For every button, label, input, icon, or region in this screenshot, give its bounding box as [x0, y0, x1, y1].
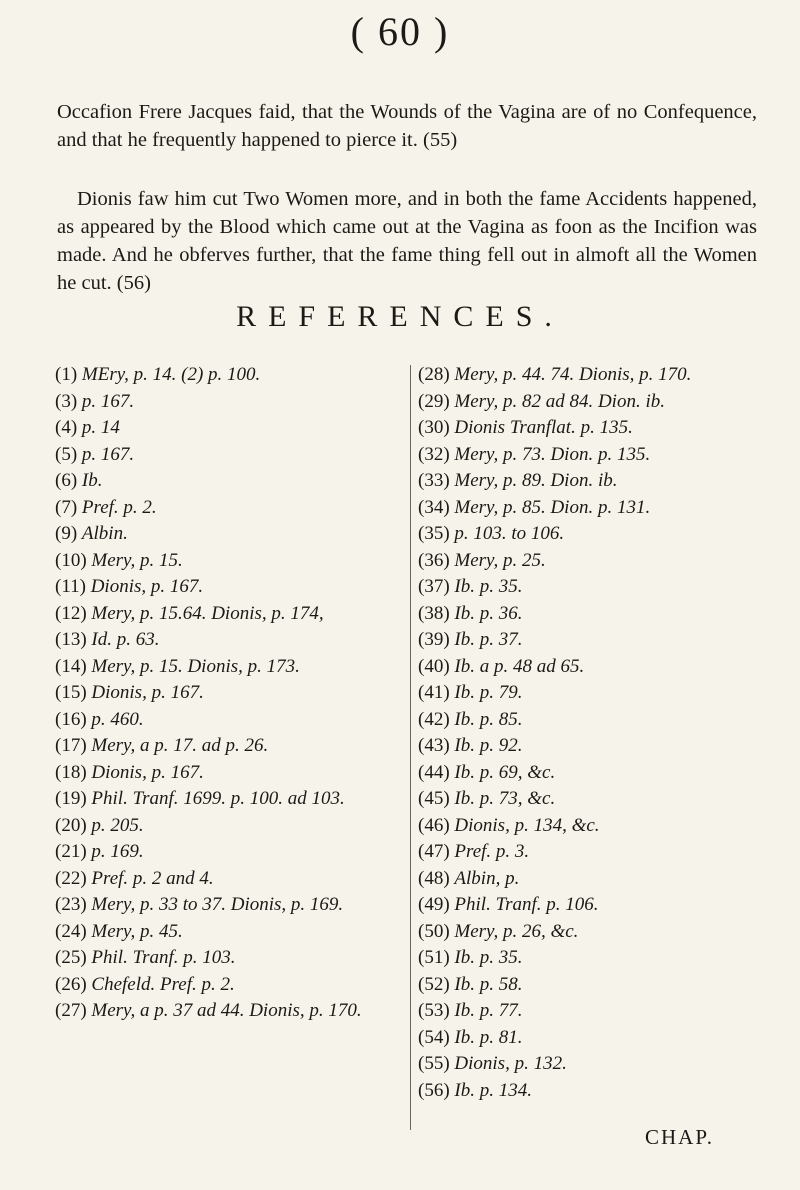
- reference-item: [418, 389, 770, 416]
- reference-text: Ib. p. 77.: [454, 1000, 523, 1021]
- reference-number: (46): [418, 814, 455, 836]
- paragraph-2: Dionis faw him cut Two Women more, and in both the fame Accidents happened, as appeared by the Blood which came out at the Vagina as foon as the Incifion was made. And he obferves further, that the fame thing fell out in almoft all the Women he cut. (56): [57, 188, 757, 294]
- reference-number: (5): [55, 443, 82, 465]
- reference-number: (56): [418, 1079, 455, 1101]
- reference-number: (16): [55, 708, 92, 730]
- reference-item: [418, 1078, 770, 1105]
- reference-text: Mery, a p. 17. ad p. 26.: [91, 735, 269, 756]
- reference-item: [418, 1025, 770, 1052]
- reference-number: (28): [418, 364, 455, 385]
- reference-number: (7): [55, 496, 82, 518]
- reference-item: [55, 866, 407, 893]
- reference-number: (19): [55, 788, 92, 809]
- reference-item: [418, 521, 770, 548]
- reference-number: (43): [418, 735, 455, 756]
- reference-text: Ib. p. 37.: [454, 629, 523, 650]
- reference-text: Phil. Tranf. 1699. p. 100. ad 103.: [91, 788, 345, 809]
- reference-text: p. 103. to 106.: [454, 523, 565, 544]
- reference-item: [55, 919, 407, 946]
- reference-text: Phil. Tranf. p. 103.: [91, 947, 236, 968]
- paragraph-1: Occafion Frere Jacques faid, that the Wounds of the Vagina are of no Confequence, and that he frequently happened to pierce it. (55): [57, 101, 757, 151]
- reference-item: [55, 733, 407, 760]
- reference-item: [55, 945, 407, 972]
- reference-number: (6): [55, 470, 82, 491]
- reference-item: [418, 627, 770, 654]
- reference-number: (34): [418, 496, 455, 518]
- reference-number: (32): [418, 443, 455, 465]
- reference-item: [418, 495, 770, 522]
- reference-number: (40): [418, 655, 455, 677]
- reference-text: Dionis, p. 132.: [454, 1053, 567, 1074]
- reference-text: Ib. p. 58.: [454, 973, 523, 995]
- reference-text: Dionis, p. 167.: [91, 761, 204, 783]
- reference-item: [418, 760, 770, 787]
- reference-text: Ib. p. 134.: [454, 1079, 532, 1101]
- reference-item: [418, 892, 770, 919]
- reference-item: [55, 972, 407, 999]
- reference-text: Pref. p. 2.: [81, 496, 157, 518]
- reference-number: (10): [55, 549, 92, 571]
- reference-text: Mery, p. 85. Dion. p. 131.: [454, 496, 651, 518]
- reference-number: (11): [55, 576, 91, 597]
- reference-number: (35): [418, 523, 455, 544]
- reference-item: [55, 707, 407, 734]
- reference-item: [55, 468, 407, 495]
- reference-item: [418, 574, 770, 601]
- reference-number: (53): [418, 1000, 455, 1021]
- reference-text: Mery, p. 15.: [91, 549, 183, 571]
- reference-number: (18): [55, 761, 92, 783]
- reference-text: Mery, p. 73. Dion. p. 135.: [454, 443, 651, 465]
- reference-item: [55, 760, 407, 787]
- reference-number: (1): [55, 364, 82, 385]
- reference-text: Chefeld. Pref. p. 2.: [91, 973, 235, 995]
- reference-number: (13): [55, 629, 92, 650]
- reference-number: (15): [55, 682, 92, 703]
- reference-text: Ib. p. 79.: [454, 682, 523, 703]
- reference-text: Mery, p. 45.: [91, 920, 183, 942]
- reference-item: [55, 892, 407, 919]
- reference-number: (20): [55, 814, 92, 836]
- reference-text: Mery, p. 33 to 37. Dionis, p. 169.: [91, 894, 344, 915]
- references-heading: REFERENCES.: [236, 300, 564, 333]
- reference-text: Mery, p. 26, &c.: [454, 920, 579, 942]
- reference-item: [55, 495, 407, 522]
- reference-text: Mery, p. 89. Dion. ib.: [454, 470, 618, 491]
- reference-number: (21): [55, 841, 92, 862]
- reference-item: [55, 574, 407, 601]
- reference-item: [55, 362, 407, 389]
- reference-number: (47): [418, 841, 455, 862]
- reference-text: Pref. p. 3.: [454, 841, 530, 862]
- reference-number: (39): [418, 629, 455, 650]
- reference-text: Ib. p. 73, &c.: [454, 788, 556, 809]
- reference-text: Ib. p. 35.: [454, 576, 523, 597]
- reference-item: [418, 601, 770, 628]
- reference-number: (51): [418, 947, 455, 968]
- reference-item: [418, 468, 770, 495]
- reference-number: (22): [55, 867, 92, 889]
- reference-text: Ib. a p. 48 ad 65.: [454, 655, 585, 677]
- reference-text: Ib. p. 85.: [454, 708, 523, 730]
- reference-number: (17): [55, 735, 92, 756]
- reference-text: Ib. p. 81.: [454, 1026, 523, 1048]
- reference-item: [55, 389, 407, 416]
- reference-text: Dionis, p. 167.: [91, 682, 204, 703]
- reference-text: Pref. p. 2 and 4.: [91, 867, 214, 889]
- reference-item: [418, 972, 770, 999]
- reference-number: (55): [418, 1053, 455, 1074]
- reference-text: Mery, p. 15. Dionis, p. 173.: [91, 655, 300, 677]
- reference-item: [418, 733, 770, 760]
- reference-item: [418, 998, 770, 1025]
- reference-item: [418, 1051, 770, 1078]
- reference-item: [418, 654, 770, 681]
- reference-text: Phil. Tranf. p. 106.: [454, 894, 599, 915]
- reference-text: Mery, a p. 37 ad 44. Dionis, p. 170.: [91, 1000, 362, 1021]
- reference-number: (27): [55, 1000, 92, 1021]
- reference-item: [55, 601, 407, 628]
- reference-text: Ib. p. 69, &c.: [454, 761, 556, 783]
- catchword: CHAP.: [645, 1125, 714, 1149]
- reference-item: [418, 813, 770, 840]
- reference-item: [418, 680, 770, 707]
- reference-item: [55, 415, 407, 442]
- reference-item: [55, 813, 407, 840]
- reference-number: (29): [418, 390, 455, 412]
- reference-item: [418, 415, 770, 442]
- reference-item: [418, 786, 770, 813]
- reference-text: Dionis, p. 167.: [90, 576, 204, 597]
- reference-item: [55, 998, 407, 1025]
- reference-text: Mery, p. 44. 74. Dionis, p. 170.: [454, 364, 692, 385]
- reference-item: [55, 442, 407, 469]
- reference-number: (33): [418, 470, 455, 491]
- reference-item: [418, 548, 770, 575]
- reference-number: (41): [418, 682, 455, 703]
- reference-number: (26): [55, 973, 92, 995]
- reference-text: Ib. p. 35.: [454, 947, 523, 968]
- reference-item: [418, 839, 770, 866]
- reference-number: (12): [55, 602, 92, 624]
- references-left-column: [55, 362, 407, 1025]
- reference-number: (52): [418, 973, 455, 995]
- reference-text: p. 169.: [91, 841, 144, 862]
- reference-number: (30): [418, 417, 455, 438]
- reference-number: (38): [418, 602, 455, 624]
- reference-text: Dionis Tranflat. p. 135.: [454, 417, 633, 438]
- reference-number: (42): [418, 708, 455, 730]
- reference-item: [55, 839, 407, 866]
- reference-text: p. 205.: [91, 814, 144, 836]
- reference-text: Dionis, p. 134, &c.: [454, 814, 600, 836]
- reference-number: (9): [55, 523, 82, 544]
- reference-number: (54): [418, 1026, 455, 1048]
- reference-item: [55, 548, 407, 575]
- reference-number: (36): [418, 549, 455, 571]
- page-number: ( 60 ): [350, 9, 450, 54]
- reference-text: Mery, p. 25.: [454, 549, 546, 571]
- reference-item: [418, 945, 770, 972]
- reference-number: (37): [418, 576, 455, 597]
- reference-number: (50): [418, 920, 455, 942]
- reference-text: p. 167.: [81, 390, 135, 412]
- reference-text: Albin, p.: [454, 867, 520, 889]
- reference-text: Ib.: [81, 470, 103, 491]
- reference-number: (23): [55, 894, 92, 915]
- reference-item: [55, 521, 407, 548]
- reference-number: (3): [55, 390, 82, 412]
- reference-number: (48): [418, 867, 455, 889]
- reference-number: (44): [418, 761, 455, 783]
- reference-text: Mery, p. 82 ad 84. Dion. ib.: [454, 390, 665, 412]
- reference-item: [55, 627, 407, 654]
- reference-text: Id. p. 63.: [91, 629, 160, 650]
- reference-text: Mery, p. 15.64. Dionis, p. 174,: [91, 602, 324, 624]
- reference-item: [418, 442, 770, 469]
- reference-number: (45): [418, 788, 455, 809]
- reference-item: [55, 786, 407, 813]
- reference-item: [55, 680, 407, 707]
- reference-text: p. 167.: [81, 443, 135, 465]
- reference-item: [418, 362, 770, 389]
- references-right-column: [418, 362, 770, 1104]
- reference-number: (49): [418, 894, 455, 915]
- reference-number: (4): [55, 417, 82, 438]
- reference-text: Ib. p. 36.: [454, 602, 523, 624]
- reference-number: (25): [55, 947, 92, 968]
- reference-item: [55, 654, 407, 681]
- reference-text: p. 460.: [91, 708, 144, 730]
- reference-item: [418, 707, 770, 734]
- column-divider: [410, 365, 411, 1130]
- reference-number: (14): [55, 655, 92, 677]
- reference-item: [418, 919, 770, 946]
- reference-text: p. 14: [81, 417, 120, 438]
- reference-text: Ib. p. 92.: [454, 735, 523, 756]
- reference-text: Albin.: [81, 523, 128, 544]
- reference-number: (24): [55, 920, 92, 942]
- reference-item: [418, 866, 770, 893]
- reference-text: MEry, p. 14. (2) p. 100.: [81, 364, 261, 385]
